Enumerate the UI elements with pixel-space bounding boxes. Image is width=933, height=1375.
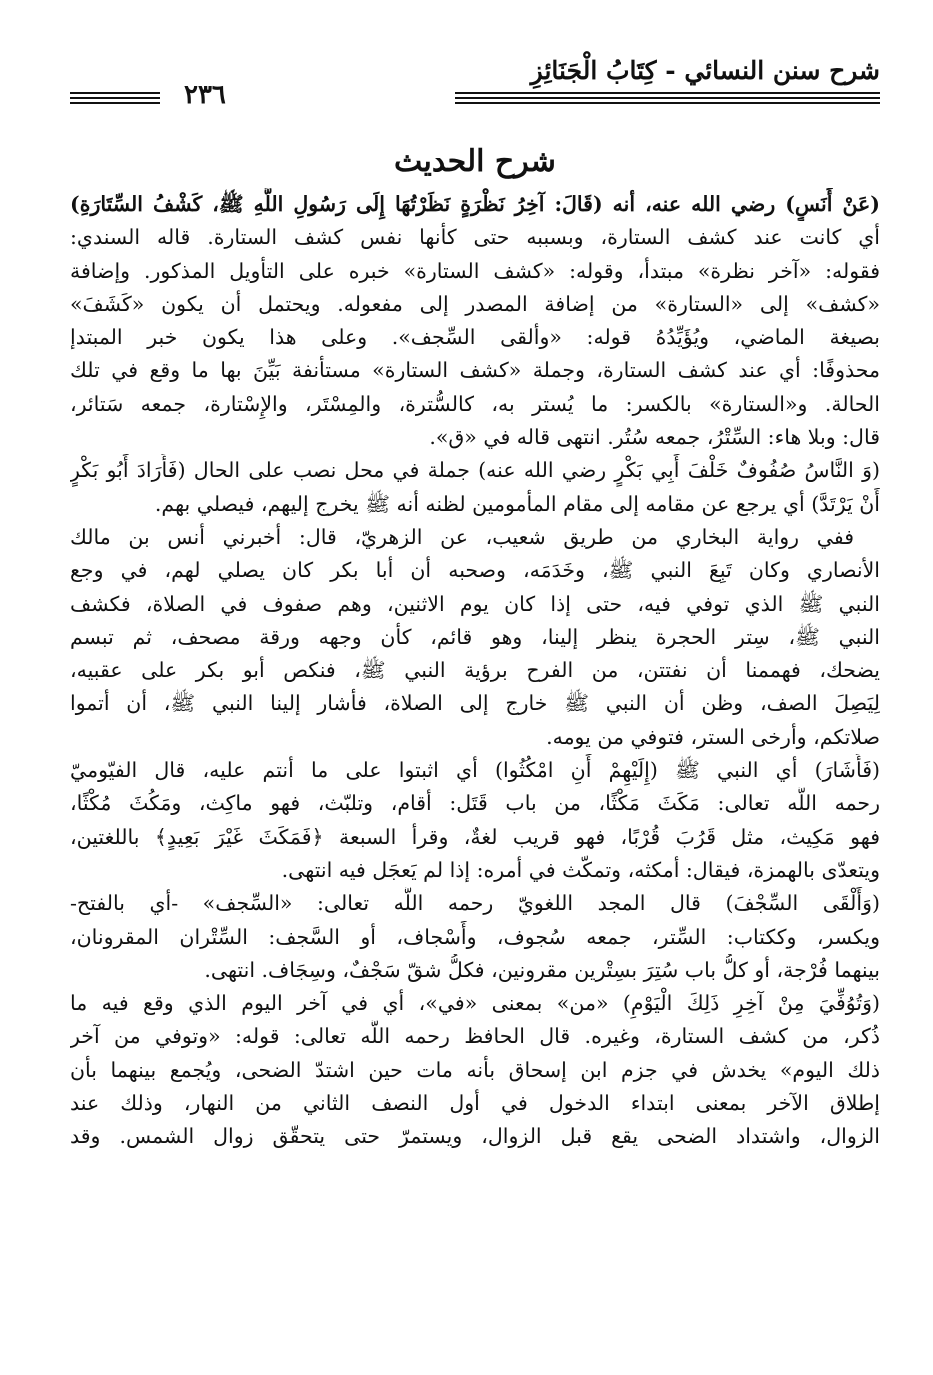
- text-line: الزوال، واشتداد الضحى يقع قبل الزوال، ويستمرّ حتى يتحقّق زوال الشمس. وقد: [70, 1124, 880, 1149]
- text-line: (وَ النَّاسُ صُفُوفٌ خَلْفَ أَبِي بَكْرٍ رضي الله عنه) جملة في محل نصب على الحال (فَأَرَادَ أَبُو بَكْرٍ: [70, 458, 880, 483]
- text-line: رحمه اللَّه تعالى: مَكَثَ مَكْثًا، من باب قَتَل: أقام، وتلبّث، فهو ماكِث، ومَكُثَ مُكْثًا،: [70, 791, 880, 816]
- text-line: محذوفًا: أي عند كشف الستارة، وجملة «كشف الستارة» مستأنفة بَيِّنَ بها ما وقع في تلك: [70, 358, 880, 383]
- text-line: أَنْ يَرْتَدَّ) أي يرجع عن مقامه إلى مقام المأمومين لظنه أنه ﷺ يخرج إليهم، فيصلي بهم.: [154, 491, 880, 516]
- running-header: [70, 52, 880, 110]
- text-line: ففي رواية البخاري من طريق شعيب، عن الزهريّ، قال: أخبرني أنس بن مالك: [70, 524, 854, 549]
- text-line: بصيغة الماضي، ويُؤَيِّدُهُ قوله: «وألقى السِّجف». وعلى هذا يكون خبر المبتدإ: [70, 325, 880, 350]
- text-line: صلاتكم، وأرخى الستر، فتوفي من يومه.: [546, 724, 880, 749]
- text-line: إطلاق الآخر بمعنى ابتداء الدخول في أول النصف الثاني من النهار، وذلك عند: [70, 1091, 880, 1116]
- text-line: (وَتُوُفِّيَ مِنْ آخِرِ ذَلِكَ الْيَوْمِ) «من» بمعنى «في»، أي في آخر اليوم الذي وقع فيه ما: [70, 991, 880, 1016]
- text-line: الحالة. و«الستارة» بالكسر: ما يُستر به، كالسُّترة، والمِسْتَر، والإِسْتارة، جمعه سَتائر،: [70, 391, 880, 416]
- text-line: (فَأَشَارَ) أي النبي ﷺ (إِلَيْهِمْ أَنِ امْكُثُوا) أي اثبتوا على ما أنتم عليه، قال الفيّوميّ: [70, 758, 880, 783]
- text-line: الأنصاري وكان تَبِعَ النبي ﷺ، وخَدَمَه، وصحبه أن أبا بكر كان يصلي لهم، في وجع: [70, 558, 880, 583]
- text-line: ويكسر، وككتاب: السِّتر، جمعه سُجوف، وأَسْجاف، أو السَّجف: السِّتْران المقرونان،: [70, 924, 880, 949]
- text-line: ذلك اليوم» يخدش في جزم ابن إسحاق بأنه مات حين اشتدّ الضحى، ويُجمع بينهما بأن: [70, 1057, 880, 1082]
- header-rule-left: [70, 92, 160, 104]
- text-line: فقوله: «آخر نظرة» مبتدأ، وقوله: «كشف الستارة» خبره على التأويل المذكور. وإضافة: [70, 258, 880, 283]
- text-line: بينهما فُرْجة، أو كلُّ باب سُتِرَ بسِتْرين مقرونين، فكلُّ شقّ سَجْفٌ، وسِجَاف. انتهى.: [204, 957, 880, 982]
- page-number: ٢٣٦: [184, 80, 226, 110]
- section-title: شرح الحديث: [394, 144, 556, 179]
- text-line: النبي ﷺ الذي توفي فيه، حتى إذا كان يوم الاثنين، وهم صفوف في الصلاة، فكشف: [70, 591, 880, 616]
- text-line: (وَأَلْقَى السِّجْفَ) قال المجد اللغويّ رحمه اللَّه تعالى: «السِّجف» -أي بالفتح-: [70, 891, 880, 916]
- text-line: ويتعدّى بالهمزة، فيقال: أمكثه، وتمكّث في أمره: إذا لم يَعجَل فيه انتهى.: [281, 857, 880, 882]
- text-line: قال: وبلا هاء: السِّتْرُ، جمعه سُتُر. انتهى قاله في «ق».: [429, 425, 880, 450]
- book-title: شرح سنن النسائي - كِتَابُ الْجَنَائِزِ: [530, 56, 880, 85]
- text-line: أي كانت عند كشف الستارة، وبسببه حتى كأنها نفس كشف الستارة. قاله السندي:: [70, 225, 880, 250]
- document-page: [70, 52, 880, 1352]
- header-rule-right: [455, 92, 880, 104]
- text-line: يضحك، فهممنا أن نفتتن، من الفرح برؤية النبي ﷺ، فنكص أبو بكر على عقبيه،: [70, 658, 880, 683]
- text-line: النبي ﷺ، سِتر الحجرة ينظر إلينا، وهو قائم، كأن وجهه ورقة مصحف، ثم تبسم: [70, 624, 880, 649]
- text-line: (عَنْ أَنَسٍ) رضي الله عنه، أنه (قَالَ: آخِرُ نَظْرَةٍ نَظَرْتُهَا إِلَى رَسُولِ اللَّهِ ﷺ، كَشْفُ السِّتَارَةِ): [70, 192, 880, 216]
- text-line: «كشف» إلى «الستارة» من إضافة المصدر إلى مفعوله. ويحتمل أن يكون «كَشَفَ»: [70, 291, 880, 316]
- body-text: [70, 188, 880, 1154]
- text-line: لِيَصِلَ الصف، وظن أن النبي ﷺ خارج إلى الصلاة، فأشار إلينا النبي ﷺ، أن أتموا: [70, 691, 880, 716]
- text-line: ذُكر، من كشف الستارة، وغيره. قال الحافظ رحمه اللَّه تعالى: قوله: «وتوفي من آخر: [70, 1024, 880, 1049]
- text-line: فهو مَكِيث، مثل قَرُبَ قُرْبًا، فهو قريب لغةٌ، وقرأ السبعة ﴿فَمَكَثَ غَيْرَ بَعِيدٍ﴾ باللغتين،: [70, 824, 880, 849]
